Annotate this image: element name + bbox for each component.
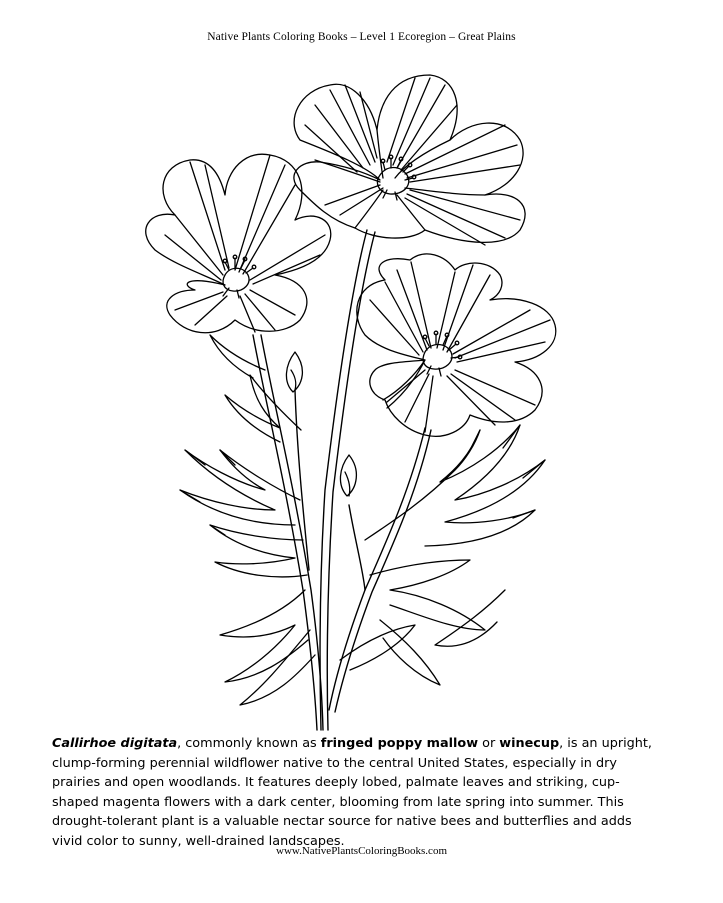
flower-left — [146, 154, 331, 333]
stems — [253, 230, 431, 730]
description-text-2: or — [478, 736, 500, 751]
common-name-2: winecup — [499, 736, 560, 751]
page-header-title: Native Plants Coloring Books – Level 1 Ecoregion – Great Plains — [207, 31, 516, 43]
leaves-lower-left — [180, 375, 315, 705]
species-latin-name: Callirhoe digitata — [52, 736, 178, 751]
description-text-1: , commonly known as — [177, 736, 321, 751]
footer-website-url: www.NativePlantsColoringBooks.com — [276, 845, 447, 857]
common-name-1: fringed poppy mallow — [320, 736, 479, 751]
flower-top — [294, 75, 525, 245]
flower-right — [357, 254, 556, 436]
flower-illustration — [125, 70, 585, 735]
description-text-3: , is an upright, clump-forming perennial wildflower native to the central United States, especially in dry prairies and open woodlands. It features deeply lobed, palmate leaves and striking, cup-shaped magenta flowers with a dark center, blooming from late spring into summer. This drought-tolerant plant is a valuable nectar source for native bees and butterflies and adds vivid color to sunny, well-drained landscapes. — [52, 736, 652, 849]
plant-description — [52, 734, 662, 852]
leaves-lower-right — [340, 425, 545, 685]
